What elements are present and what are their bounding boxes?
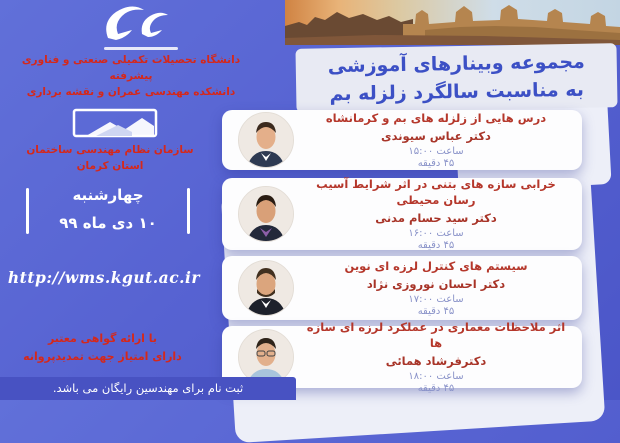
- poster-title-line1: مجموعه وبینارهای آموزشی: [327, 50, 585, 78]
- university-name: [0, 53, 262, 100]
- university-name-line1: دانشگاه تحصیلات تکمیلی صنعتی و فناوری پیشرفته: [21, 54, 241, 82]
- session-card-2: [222, 178, 582, 250]
- faculty-name-line2: دانشکده مهندسی عمران و نقشه برداری: [26, 85, 236, 98]
- session-time: ساعت ۱۸:۰۰: [408, 371, 464, 383]
- university-logo-caption: [104, 47, 178, 50]
- speaker-photo-2: [238, 186, 294, 242]
- nezam-organization-name: [5, 143, 215, 175]
- certificate-note-line2: دارای امتیاز جهت تمدیدپروانه: [23, 349, 182, 363]
- session-duration: ۴۵ دقیقه: [417, 158, 455, 170]
- session-time: ساعت ۱۷:۰۰: [408, 294, 464, 306]
- poster-title: [295, 43, 617, 113]
- session-card-3: [222, 256, 582, 320]
- speaker-photo-3: [238, 260, 294, 316]
- event-date: [32, 186, 184, 232]
- date-bracket-left: [26, 188, 29, 234]
- session-speaker: دکتر احسان نوروزی نژاد: [366, 277, 506, 292]
- date-bracket-right: [187, 188, 190, 234]
- session-title: درس هایی از زلزله های بم و کرمانشاه: [325, 110, 547, 125]
- bam-citadel-photo: [285, 0, 620, 45]
- session-title: سیستم های کنترل لرزه ای نوین: [344, 258, 528, 273]
- session-speaker: دکترفرشاد همائی: [385, 354, 487, 369]
- citadel-silhouette: [285, 0, 620, 45]
- session-card-1: [222, 110, 582, 170]
- session-speaker: دکتر سید حسام مدنی: [375, 211, 497, 226]
- university-logo-icon: [92, 4, 188, 50]
- nezam-logo-icon: [72, 108, 158, 142]
- session-duration: ۴۵ دقیقه: [417, 240, 455, 252]
- speaker-photo-1: [238, 112, 294, 168]
- free-registration-banner: ثبت نام برای مهندسین رایگان می باشد.: [0, 377, 296, 400]
- nezam-name-line1: سازمان نظام مهندسی ساختمان: [26, 144, 194, 156]
- session-time: ساعت ۱۵:۰۰: [408, 146, 464, 158]
- certificate-note-line1: با ارائه گواهی معتبر: [47, 332, 158, 345]
- session-title: خرابی سازه های بتنی در اثر شرایط آسیب رسان محیطی: [316, 176, 556, 207]
- nezam-name-line2: استان کرمان: [76, 159, 144, 172]
- event-weekday: چهارشنبه: [72, 186, 144, 204]
- poster-title-line2: به مناسبت سالگرد زلزله بم: [329, 78, 585, 106]
- webinar-url-link[interactable]: http://wms.kgut.ac.ir: [7, 268, 201, 287]
- session-time: ساعت ۱۶:۰۰: [408, 228, 464, 240]
- event-date-value: ۱۰ دی ماه ۹۹: [59, 214, 157, 232]
- session-duration: ۴۵ دقیقه: [417, 383, 455, 395]
- certificate-note: [0, 330, 205, 365]
- session-title: اثر ملاحظات معماری در عملکرد لرزه ای سازه ها: [306, 319, 566, 350]
- session-duration: ۴۵ دقیقه: [417, 306, 455, 318]
- session-speaker: دکتر عباس سیوندی: [381, 129, 491, 144]
